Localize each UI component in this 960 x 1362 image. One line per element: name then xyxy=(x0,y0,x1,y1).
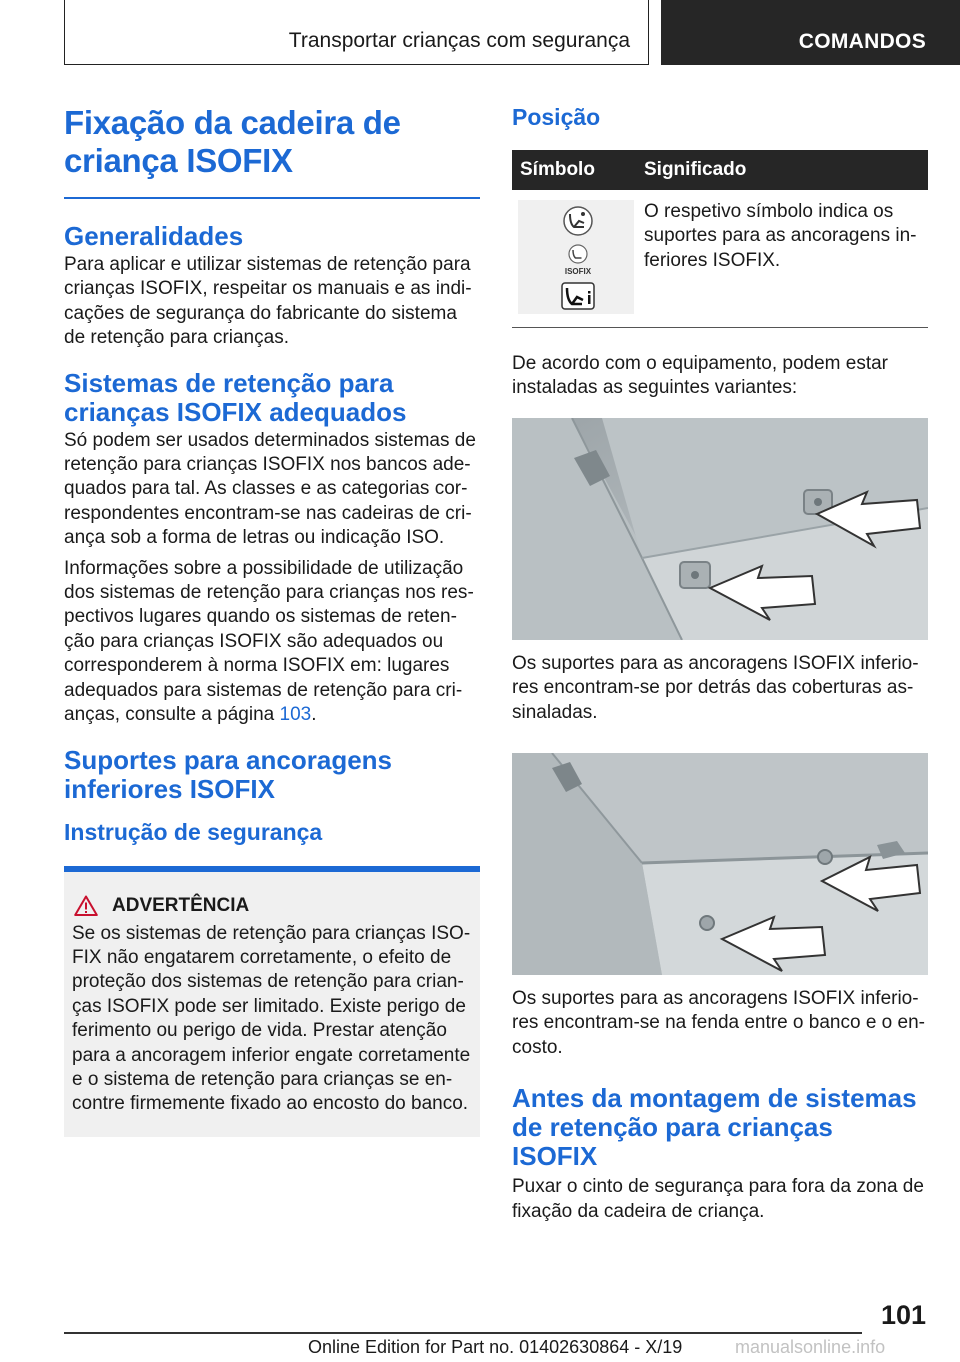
symbol-table-row xyxy=(512,190,928,328)
text-antes: Puxar o cinto de segurança para fora da zona de fixação da cadeira de criança. xyxy=(512,1176,924,1222)
header-section-title: Transportar crianças com segurança xyxy=(288,29,630,52)
isofix-round-icon xyxy=(564,207,592,235)
caption-photo-1: Os suportes para as ancoragens ISOFIX inferiores encontram-se por detrás das coberturas assinaladas. xyxy=(512,652,919,723)
seat-photo-gap xyxy=(512,753,928,975)
page-number: 101 xyxy=(880,1300,926,1330)
symbol-meaning: O respetivo símbolo indica os suportes para as ancoragens inferiores ISOFIX. xyxy=(644,201,917,271)
seat-photo-covers xyxy=(512,418,928,640)
heading-adequados: Sistemas de retenção para crianças ISOFIX adequados xyxy=(64,367,407,427)
title-rule xyxy=(64,197,480,199)
header-chapter-title: COMANDOS xyxy=(798,30,926,53)
heading-suportes: Suportes para ancoragens inferiores ISOFIX xyxy=(64,744,392,804)
header-chapter-tab xyxy=(661,0,960,65)
isofix-square-icon xyxy=(562,283,594,309)
warning-text: Se os sistemas de retenção para crianças ISOFIX não engatarem corretamente, o efeito de proteção dos sistemas de retenção para crianças ISOFIX pode ser limitado. Existe perigo de ferimento ou perigo de vida. Prestar atenção para a ancoragem inferior engate corretamente e o sistema de retenção para crianças se encontre firmemente fixado ao encosto do banco. xyxy=(72,922,471,1115)
heading-instrucao: Instrução de segurança xyxy=(64,818,323,845)
page-title: Fixação da cadeira de criança ISOFIX xyxy=(64,104,401,179)
warning-title: ADVERTÊNCIA xyxy=(72,894,472,918)
caption-photo-2: Os suportes para as ancoragens ISOFIX inferiores encontram-se na fenda entre o banco e o encosto. xyxy=(512,988,925,1058)
svg-text:ISOFIX: ISOFIX xyxy=(564,267,592,276)
text-generalidades: Para aplicar e utilizar sistemas de retenção para crianças ISOFIX, respeitar os manuais e as indicações de segurança do fabricante do sistema de retenção para crianças. xyxy=(64,254,472,349)
text-adequados-2: Informações sobre a possibilidade de utilização dos sistemas de retenção para crianças nos respectivos lugares quando os sistemas de retenção para crianças ISOFIX são adequados ou corresponderem à norma ISOFIX em: lugares adequados para sistemas de retenção para crianças, consulte a página 103. xyxy=(64,557,474,726)
col-header-meaning: Significado xyxy=(644,159,747,180)
isofix-label-icon xyxy=(565,245,592,276)
heading-antes: Antes da montagem de sistemas de retenção para crianças ISOFIX xyxy=(512,1083,917,1172)
symbol-table-header xyxy=(512,150,928,190)
footer-edition: Online Edition for Part no. 01402630864 - X/19 xyxy=(308,1337,683,1357)
right-column xyxy=(512,100,928,1224)
col-header-symbol: Símbolo xyxy=(520,159,595,180)
footer-rule xyxy=(64,1332,862,1334)
isofix-symbols xyxy=(518,200,634,314)
warning-triangle-icon xyxy=(74,895,98,916)
page-link-103[interactable]: 103 xyxy=(279,704,312,726)
left-column xyxy=(64,104,480,1137)
footer-watermark: manualsonline.info xyxy=(735,1337,886,1357)
warning-box xyxy=(64,866,480,1137)
header-section-box xyxy=(64,0,649,65)
text-adequados-1: Só podem ser usados determinados sistemas de retenção para crianças ISOFIX nos bancos adequados para tal. As classes e as categorias correspondentes encontram-se nas cadeiras de criança sob a forma de letras ou indicação ISO. xyxy=(64,429,476,549)
text-variants: De acordo com o equipamento, podem estar instaladas as seguintes variantes: xyxy=(512,353,888,399)
heading-posicao: Posição xyxy=(512,104,601,130)
heading-generalidades: Generalidades xyxy=(64,221,244,251)
